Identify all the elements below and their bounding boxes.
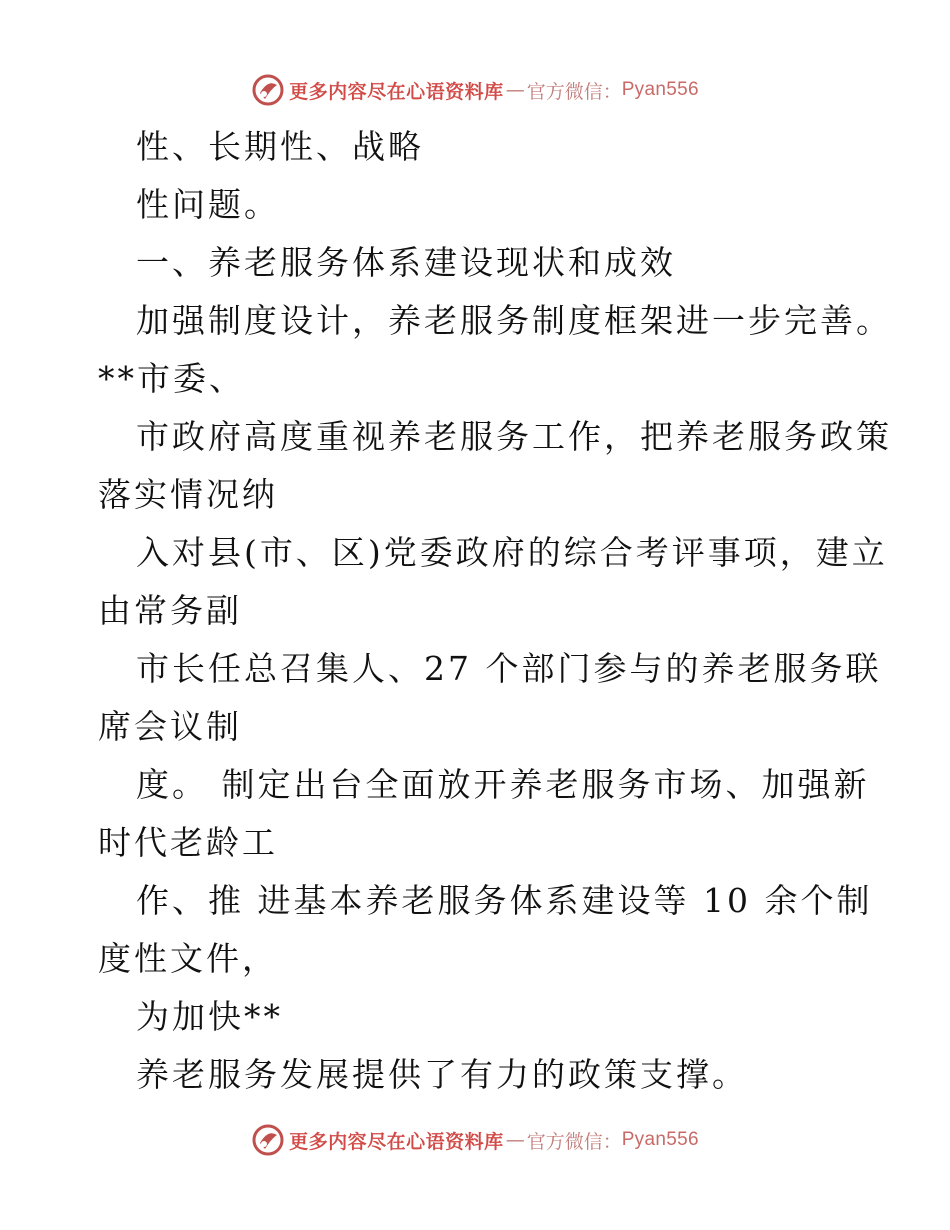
text-line: 度性文件， bbox=[98, 939, 278, 978]
text-line: 市长任总召集人、27 个部门参与的养老服务联 bbox=[136, 649, 882, 688]
text-line: 加强制度设计，养老服务制度框架进一步完善。 bbox=[136, 301, 892, 340]
text-line: 养老服务发展提供了有力的政策支撑。 bbox=[136, 1055, 748, 1094]
text-line: 时代老龄工 bbox=[98, 823, 278, 862]
text-line: 度。 制定出台全面放开养老服务市场、加强新 bbox=[136, 765, 870, 804]
watermark-main-text: 更多内容尽在心语资料库 bbox=[289, 80, 504, 103]
brand-logo-icon bbox=[251, 1123, 285, 1157]
text-line: 席会议制 bbox=[98, 707, 242, 746]
section-heading: 一、养老服务体系建设现状和成效 bbox=[136, 243, 676, 282]
watermark-wechat-id: Pyan556 bbox=[621, 1129, 699, 1150]
header-watermark bbox=[0, 70, 950, 110]
text-line: 入对县(市、区)党委政府的综合考评事项，建立 bbox=[136, 533, 888, 572]
text-line: **市委、 bbox=[98, 359, 245, 398]
watermark-dash: — bbox=[505, 79, 525, 101]
footer-watermark bbox=[0, 1120, 950, 1160]
text-line: 作、推 进基本养老服务体系建设等 10 余个制 bbox=[136, 881, 873, 920]
text-line: 性、长期性、战略 bbox=[136, 127, 424, 166]
watermark-sub-text: 官方微信： bbox=[526, 1130, 622, 1153]
brand-logo-icon bbox=[251, 73, 285, 107]
text-line: 市政府高度重视养老服务工作，把养老服务政策 bbox=[136, 417, 892, 456]
watermark-sub-text: 官方微信： bbox=[526, 80, 622, 103]
watermark-wechat-id: Pyan556 bbox=[621, 79, 699, 100]
document-body bbox=[98, 118, 892, 1104]
watermark-dash: — bbox=[505, 1129, 525, 1151]
text-line: 性问题。 bbox=[136, 185, 280, 224]
text-line: 由常务副 bbox=[98, 591, 242, 630]
watermark-main-text: 更多内容尽在心语资料库 bbox=[289, 1130, 504, 1153]
text-line: 落实情况纳 bbox=[98, 475, 278, 514]
text-line: 为加快** bbox=[136, 997, 283, 1036]
